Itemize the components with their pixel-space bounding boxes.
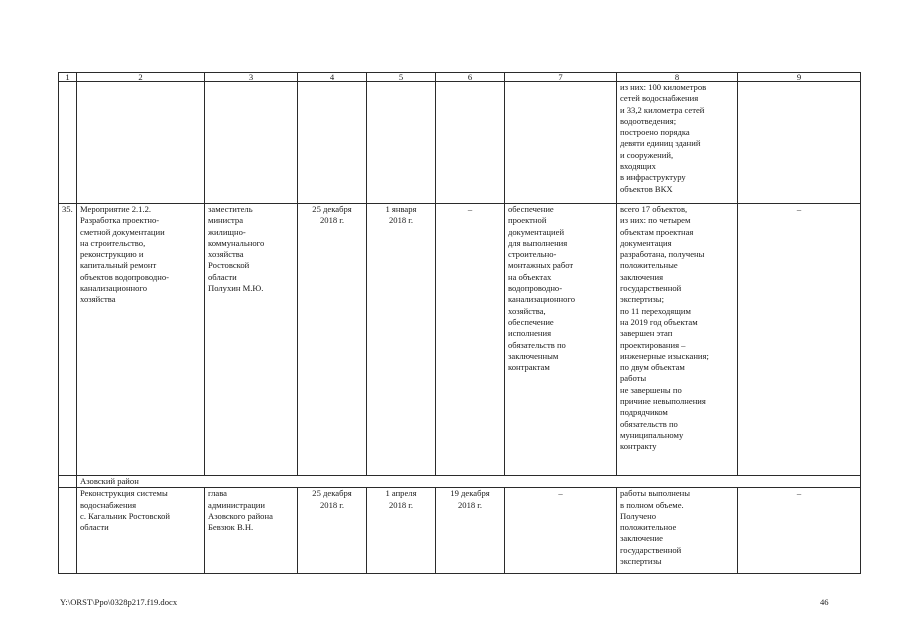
column-number: 7 — [505, 73, 617, 82]
table-cell — [738, 82, 861, 204]
column-number: 3 — [205, 73, 298, 82]
table-cell — [367, 82, 436, 204]
note-cell: – — [738, 204, 861, 476]
table-cell — [59, 476, 77, 488]
measure-name-cell: Мероприятие 2.1.2. Разработка проектно- сметной документации на строительство, реконструкцию и капитальный ремонт объектов водопроводно- канализационного хозяйства — [77, 204, 205, 476]
planned-date-cell: 25 декабря 2018 г. — [298, 488, 367, 574]
start-date-cell: 1 января 2018 г. — [367, 204, 436, 476]
table-row — [59, 204, 861, 476]
table-row — [59, 82, 861, 204]
note-cell: – — [738, 488, 861, 574]
table-cell — [436, 82, 505, 204]
result-cell: работы выполнены в полном объеме. Получено положительное заключение государственной экспертизы — [617, 488, 738, 574]
district-row — [59, 476, 861, 488]
column-number: 6 — [436, 73, 505, 82]
expected-result-cell: – — [505, 488, 617, 574]
planned-date-cell: 25 декабря 2018 г. — [298, 204, 367, 476]
column-number: 2 — [77, 73, 205, 82]
table-cell — [298, 82, 367, 204]
page-number: 46 — [820, 597, 829, 607]
expected-result-cell: обеспечение проектной документацией для выполнения строительно- монтажных работ на объектах водопроводно- канализационного хозяйства, обеспечение исполнения обязательств по заключенным контрактам — [505, 204, 617, 476]
responsible-cell: глава администрации Азовского района Бевзюк В.Н. — [205, 488, 298, 574]
column-number: 1 — [59, 73, 77, 82]
result-cell: всего 17 объектов, из них: по четырем объектам проектная документация разработана, получены положительные заключения государственной экспертизы; по 11 переходящим на 2019 год объектам завершен этап проектирования – инженерные изыскания; по двум объектам работы не завершены по причине невыполнения подрядчиком обязательств по муниципальному контракту — [617, 204, 738, 476]
table-cell — [77, 82, 205, 204]
responsible-cell: заместитель министра жилищно- коммунального хозяйства Ростовской области Полухин М.Ю. — [205, 204, 298, 476]
table-cell — [205, 82, 298, 204]
document-table — [58, 72, 861, 574]
table-cell — [505, 82, 617, 204]
table-row — [59, 488, 861, 574]
row-number: 35. — [59, 204, 77, 476]
district-heading: Азовский район — [77, 476, 861, 488]
table-cell — [59, 488, 77, 574]
column-number: 9 — [738, 73, 861, 82]
column-number: 4 — [298, 73, 367, 82]
file-path: Y:\ORST\Ppo\0328p217.f19.docx — [60, 597, 178, 607]
end-date-cell: 19 декабря 2018 г. — [436, 488, 505, 574]
measure-name-cell: Реконструкция системы водоснабжения с. Кагальник Ростовской области — [77, 488, 205, 574]
start-date-cell: 1 апреля 2018 г. — [367, 488, 436, 574]
table-cell — [59, 82, 77, 204]
result-cell: из них: 100 километров сетей водоснабжения и 33,2 километра сетей водоотведения; построено порядка девяти единиц зданий и сооружений, входящих в инфраструктуру объектов ВКХ — [617, 82, 738, 204]
end-date-cell: – — [436, 204, 505, 476]
column-number-row — [59, 73, 861, 82]
column-number: 5 — [367, 73, 436, 82]
column-number: 8 — [617, 73, 738, 82]
